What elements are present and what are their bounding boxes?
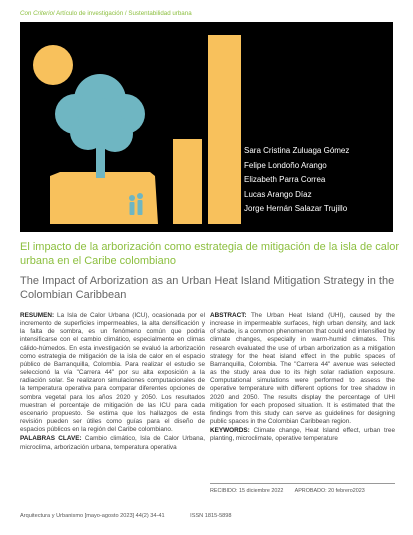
- author-name: Lucas Arango Díaz: [244, 189, 312, 199]
- received-date: RECIBIDO: 15 diciembre 2022: [210, 488, 284, 494]
- abstract-paragraph: [210, 312, 395, 426]
- abstract-english: [210, 312, 395, 444]
- palabras-clave-label: PALABRAS CLAVE:: [20, 435, 82, 443]
- abstract-text: The Urban Heat Island (UHI), caused by the increase in impermeable surfaces, high urban density, and lack of shade, is a common phenomenon that could end intensified by climate changes, especially in warm-humid climates. This research evaluated the use of urban arborization as a mitigation strategy for the heat island effect in the public spaces of Barranquilla, Colombia. The "Carrera 44" avenue was selected as the study area due to its high solar radiation exposure. Computational simulations were performed to assess the operative temperature with different options for tree shadow in 2020 and 2050. The results display the percentage of UHI mitigation for each proposed situation. It is estimated that the findings from this study can serve as guidelines for designing public spaces in the Colombian Caribbean region.: [210, 312, 395, 426]
- author-name: Felipe Londoño Arango: [244, 160, 327, 170]
- abstract-spanish: [20, 312, 205, 452]
- breadcrumb-category: Con Criterio: [20, 10, 54, 17]
- keywords-label: KEYWORDS:: [210, 427, 250, 435]
- approved-date: APROBADO: 20 febrero2023: [294, 488, 365, 494]
- author-name: Jorge Hernán Salazar Trujillo: [244, 204, 348, 213]
- resumen-text: La Isla de Calor Urbana (ICU), ocasionada por el incremento de superficies impermeables, la alta densificación y la falta de sombra, es un fenómeno común que podría intensificarse con el cambio climático, especialmente en climas cálido-húmedos. En esta investigación se evaluó la arborización como estrategia de mitigación de la isla de calor en el espacio público de Barranquilla, Colombia. Para realizar el estudio se seleccionó la vía "Carrera 44" por su alta exposición a la radiación solar. Se realizaron simulaciones computacionales de la temperatura operativa para comparar diferentes opciones de sombra vegetal para los años 2020 y 2050. Los resultados muestran el porcentaje de mitigación de las ICU para cada escenario propuesto. Se estima que los hallazgos de esta revisión pueden ser útiles como guías para el diseño de espacios públicos en la región del Caribe colombiano.: [20, 312, 205, 434]
- resumen-label: RESUMEN:: [20, 312, 55, 319]
- sun-shape: [33, 45, 73, 85]
- author-name: Elizabeth Parra Correa: [244, 175, 326, 184]
- keywords-paragraph: [210, 427, 395, 443]
- tall-building-shape: [208, 35, 241, 224]
- title-english: The Impact of Arborization as an Urban Heat Island Mitigation Strategy in the Colombian Caribbean: [20, 275, 395, 301]
- title-spanish: El impacto de la arborización como estrategia de mitigación de la isla de calor urbana en el Caribe colombiano: [20, 241, 400, 267]
- breadcrumb-section: / Artículo de investigación / Sustentabilidad urbana: [53, 10, 192, 17]
- abstract-label: ABSTRACT:: [210, 312, 247, 319]
- small-building-shape: [173, 139, 202, 224]
- author-name: Sara Cristina Zuluaga Gómez: [244, 146, 350, 155]
- resumen-paragraph: [20, 312, 205, 434]
- page-footer: [20, 513, 400, 519]
- section-breadcrumb: [20, 10, 400, 17]
- submission-dates: [210, 483, 395, 494]
- journal-citation: Arquitectura y Urbanismo [mayo-agosto 2023] 44(2) 34-41: [20, 513, 165, 519]
- issn-number: ISSN 1815-5898: [190, 513, 232, 519]
- palabras-clave-text: Cambio climático, Isla de Calor Urbana, microclima, arborización urbana, temperatura operativa: [20, 435, 205, 451]
- author-list: [244, 144, 394, 217]
- keywords-text: Climate change, Heat Island effect, urban tree planting, microclimate, operative temperature: [210, 427, 395, 443]
- palabras-clave-paragraph: [20, 435, 205, 451]
- tree-icon: [55, 74, 145, 178]
